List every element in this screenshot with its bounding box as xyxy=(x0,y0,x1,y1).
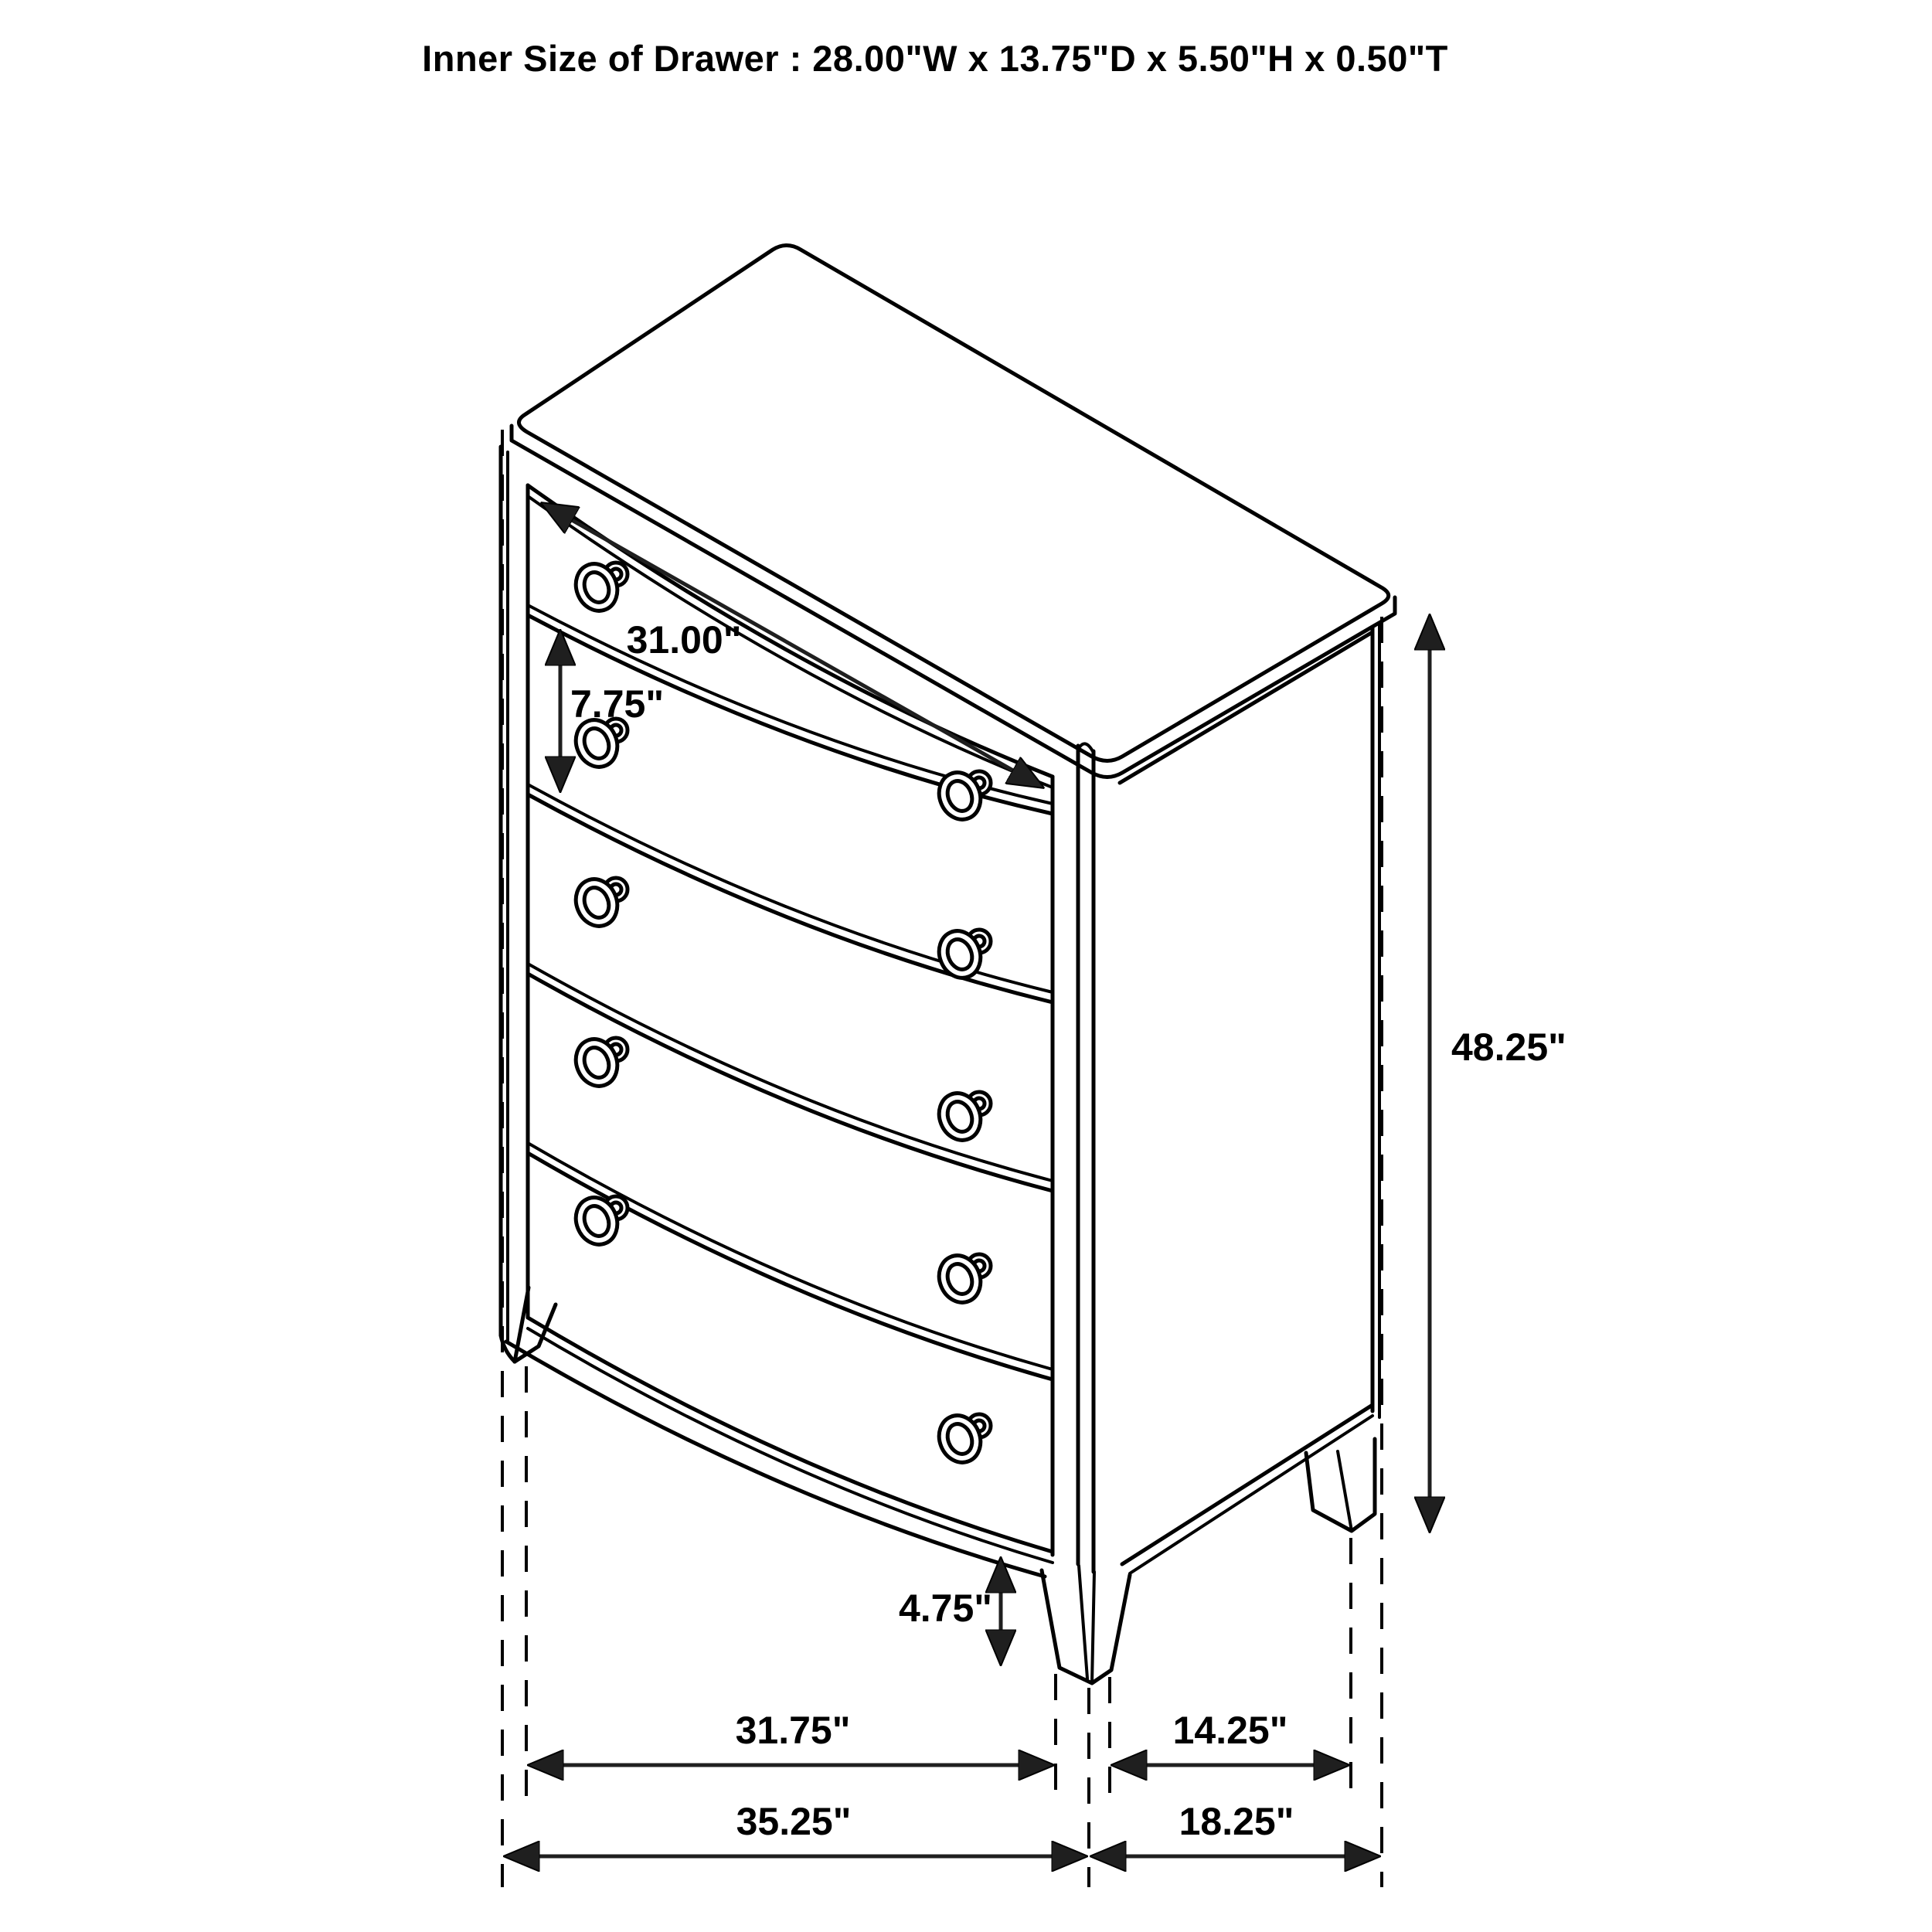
side-panel xyxy=(1120,624,1379,1573)
dim-label-front-leg-span: 31.75" xyxy=(735,1709,851,1752)
dim-label-overall-width: 35.25" xyxy=(736,1800,852,1843)
drawer-knob xyxy=(569,873,628,933)
drawer-knob xyxy=(569,1033,628,1093)
dim-label-leg-height: 4.75" xyxy=(898,1587,992,1630)
dim-front-leg-span xyxy=(530,1709,1052,1765)
drawer-knob xyxy=(932,1087,991,1147)
drawer-knob xyxy=(569,1192,628,1251)
drawer-knob xyxy=(932,1250,991,1309)
dim-overall-depth xyxy=(1093,1800,1378,1856)
drawer-front-edges xyxy=(506,485,1053,1577)
dim-label-overall-height: 48.25" xyxy=(1451,1026,1566,1069)
diagram-title: Inner Size of Drawer : 28.00"W x 13.75"D x 5.50"H x 0.50"T xyxy=(422,38,1448,79)
right-stile xyxy=(1053,743,1094,1572)
dim-label-side-leg-span: 14.25" xyxy=(1172,1709,1288,1752)
left-stile xyxy=(501,447,528,1340)
dim-overall-width xyxy=(506,1800,1085,1856)
drawer-knob xyxy=(569,558,628,617)
dim-overall-height xyxy=(1430,617,1566,1530)
dim-label-drawer-height: 7.75" xyxy=(570,682,665,726)
drawer-knob xyxy=(932,925,991,985)
dim-label-drawer-width: 31.00" xyxy=(626,618,742,662)
front-center-leg xyxy=(1042,1566,1130,1683)
dim-side-leg-span xyxy=(1114,1709,1347,1765)
drawer-knob xyxy=(932,1410,991,1469)
dim-leg-height xyxy=(899,1560,1001,1663)
dim-label-overall-depth: 18.25" xyxy=(1179,1800,1294,1843)
